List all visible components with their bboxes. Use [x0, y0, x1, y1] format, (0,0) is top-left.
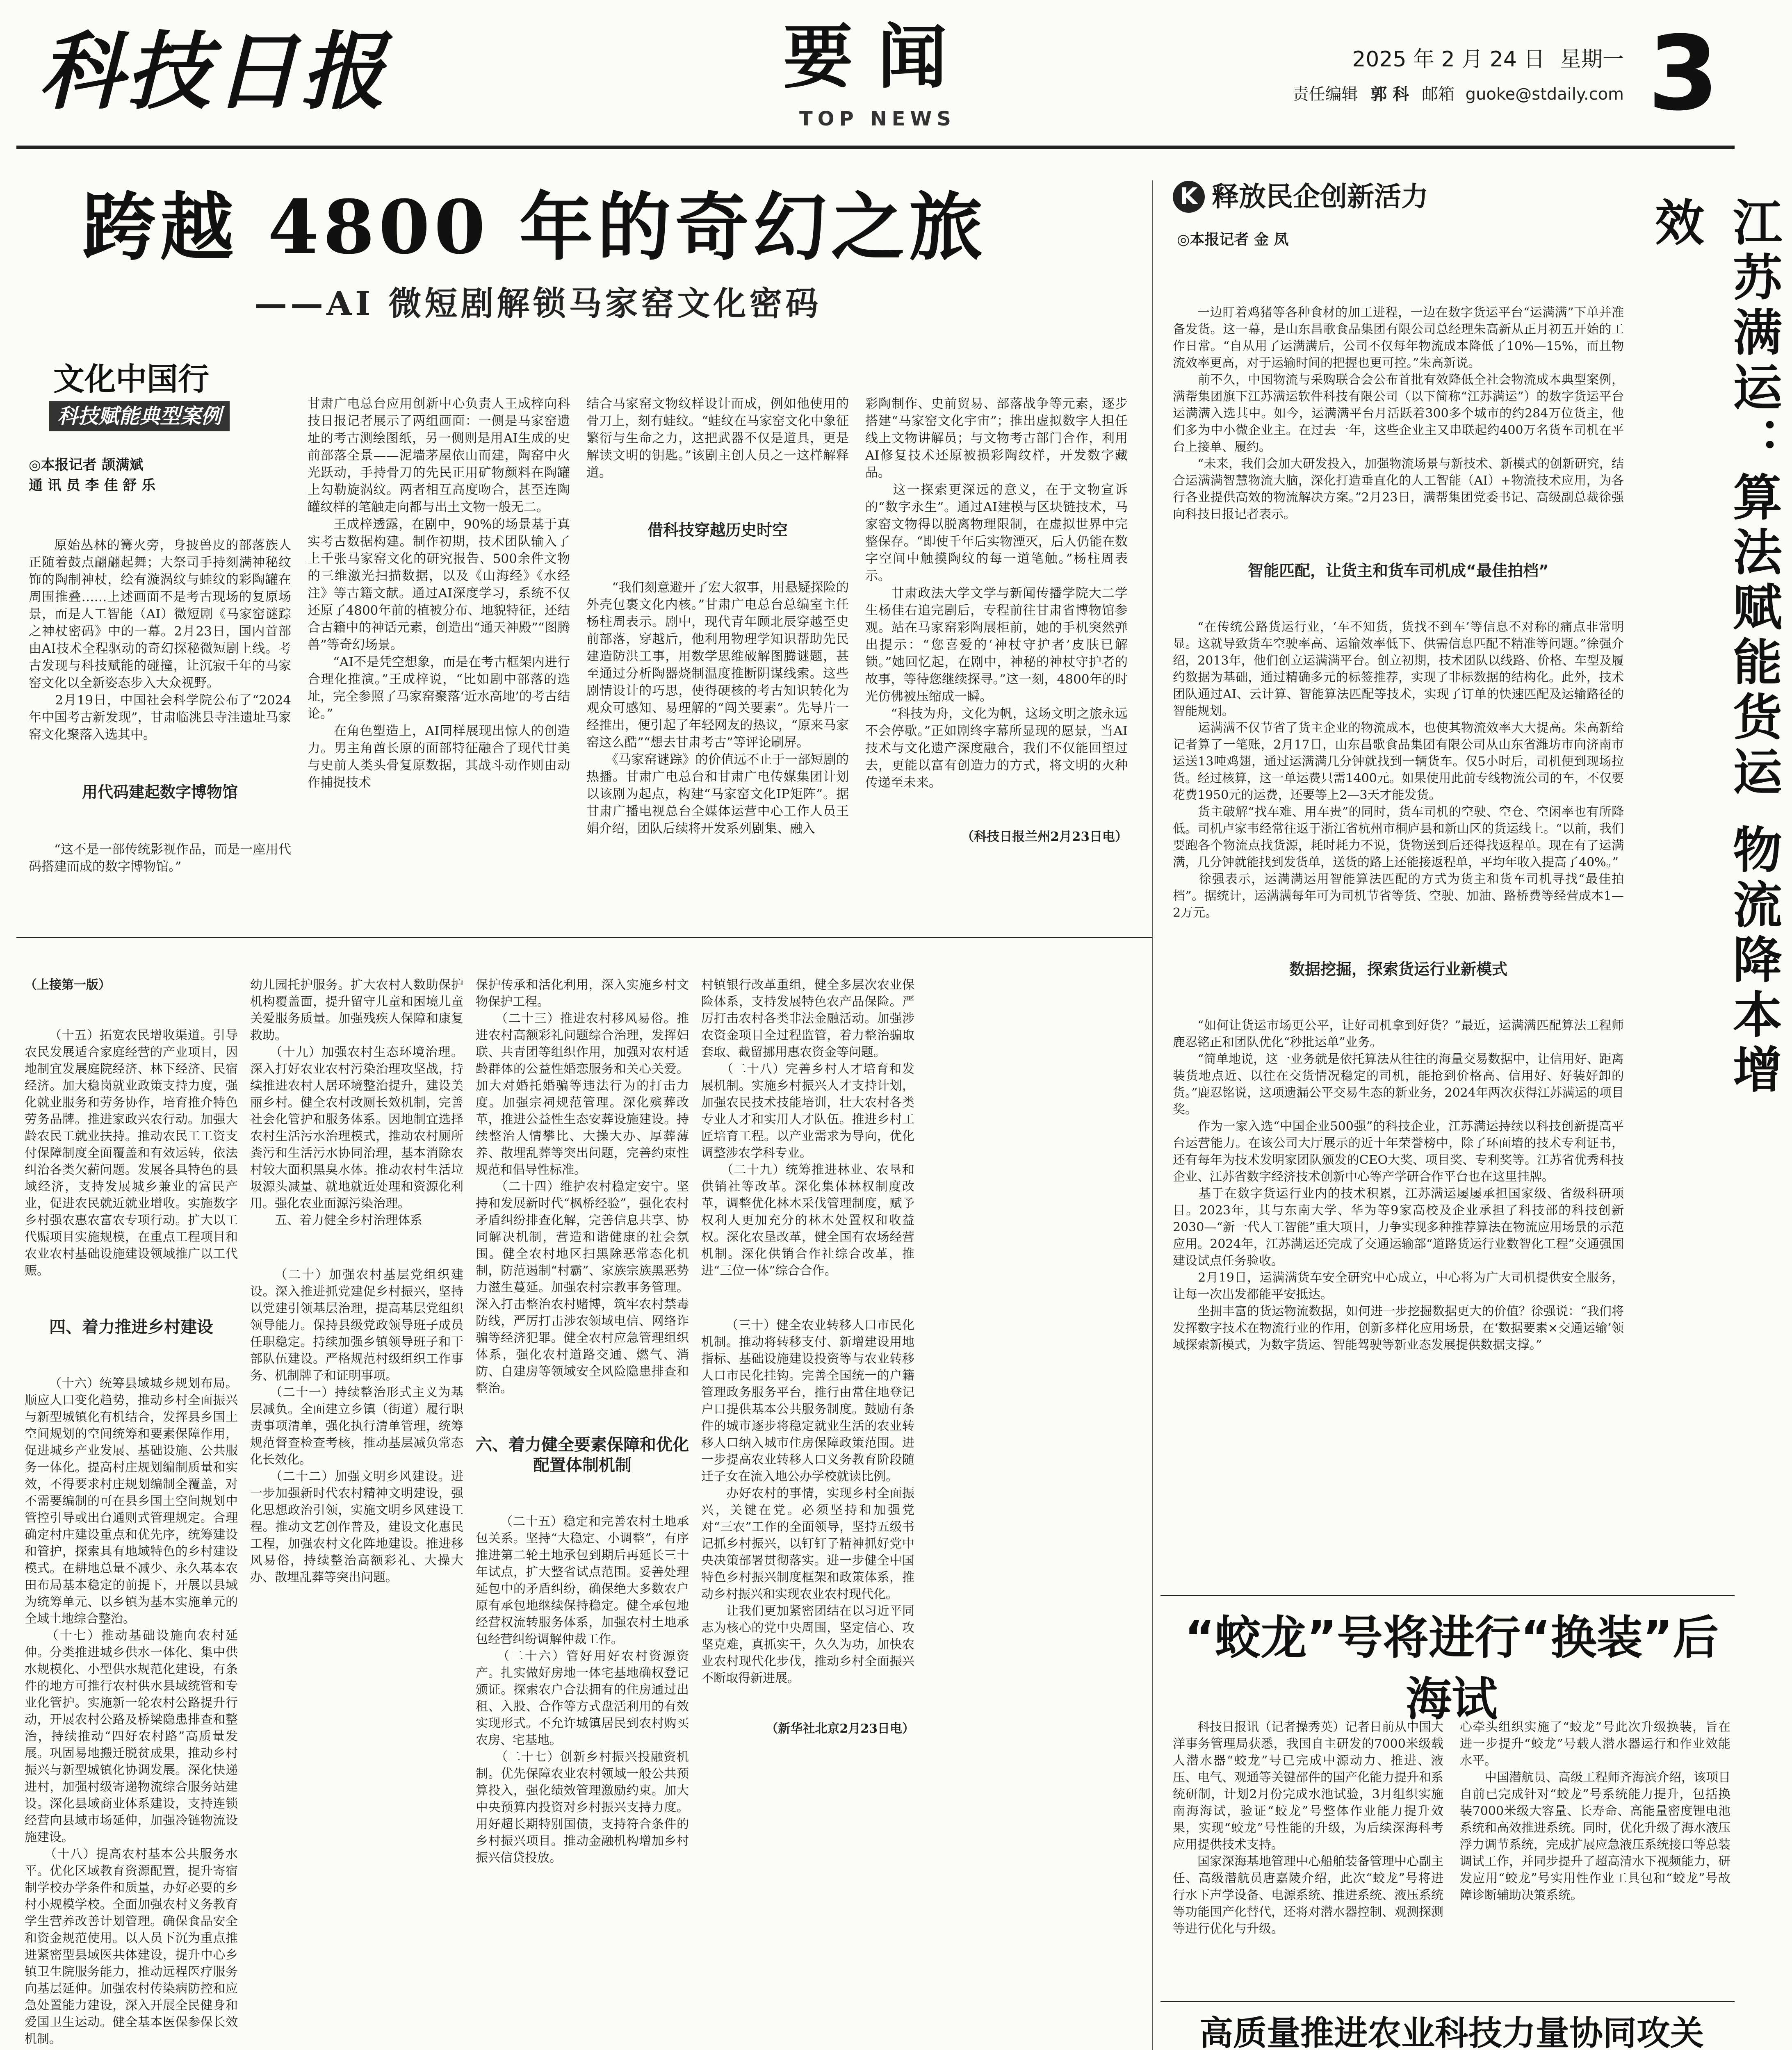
rural-col-d-body: 村镇银行改革重组，健全多层次农业保险体系，支持发展特色农产品保险。严厉打击农村各类非法金融活动。加强涉农资金项目全过程监管，着力整治骗取套取、截留挪用惠农资金等问题。 （二十八）完善乡村人才培育和发展机制。实施乡村振兴人才支持计划，加强农民技术技能培训，壮大农村各类专业人才和实用人才队伍。推进乡村工匠培育工程。以产业需求为导向，优化调整涉农学科专业。 （二十九）统筹推进林业、农垦和供销社等改革。深化集体林权制度改革，调整优化林木采伐管理制度，赋予权利人更加充分的林木处置权和收益权。深化农垦改革，健全国有农场经营机制。深化供销合作社综合改革，推进“三位一体”综合合作。: [701, 978, 914, 1278]
lead-credit: （科技日报兰州2月23日电）: [961, 829, 1128, 844]
rural-col-b-body: 幼儿园托护服务。扩大农村人数助保护机构覆盖面，提升留守儿童和困境儿童关爱服务质量。加强残疾人保障和康复救助。 （十九）加强农村生态环境治理。深入打好农业农村污染治理攻坚战，持续推进农村人居环境整治提升，建设美丽乡村。健全农村改厕长效机制，完善社会化管护和服务体系。因地制宜选择农村生活污水治理模式，推动农村厕所粪污和生活污水协同治理，基本消除农村较大面积黑臭水体。推动农村生活垃圾源头减量、就地就近处理和资源化利用。强化农业面源污染治理。 五、着力健全乡村治理体系: [250, 978, 463, 1228]
lead-col-1-body: 原始丛林的篝火旁，身披兽皮的部落族人正随着鼓点翩翩起舞；大祭司手持刻满神秘纹饰的陶制神杖，绘有漩涡纹与蛙纹的彩陶罐在周围推叠……上述画面不是考古现场的复原场景，而是人工智能（AI）微短剧《马家窑谜踪之神杖密码》中的一幕。2月23日，国内首部由AI技术全程驱动的奇幻探秘微短剧上线。考古发现与科技赋能的碰撞，让沉寂千年的马家窑文化以全新姿态步入大众视野。 2月19日，中国社会科学院公布了“2024年中国考古新发现”，甘肃临洮县寺洼遗址马家窑文化聚落入选其中。: [29, 538, 291, 742]
jiangsu-body-2: “在传统公路货运行业，‘车不知货，货找不到车’等信息不对称的痛点非常明显。这就导致货车空驶率高、运输效率低下、供需信息匹配不精准等问题。”徐强介绍，2013年，他们创立运满满平台。创立初期，技术团队以线路、价格、车型及履约数据为基础，通过精确多元的标签推荐，实现了非标数据的结构化。此外，技术团队通过AI、云计算、智能算法匹配等技术，实现了订单的快速匹配及运输路径的智能规划。 运满满不仅节省了货主企业的物流成本，也使其物流效率大大提高。朱高新给记者算了一笔账，2月17日，山东昌歌食品集团有限公司从山东省潍坊市向济南市运送13吨鸡翅，通过运满满几分钟就找到一辆货车。仅5小时后，司机便到现场拉货。经过核算，这一单运费只需1400元。如果使用此前专线物流公司的车，不仅要花费1950元的运费，还要等上2—3天才能发货。 货主破解“找车难、用车贵”的同时，货车司机的空驶、空仓、空闲率也有所降低。司机卢家韦经常往返于浙江省杭州市桐庐县和新山区的货运线上。“以前，我们要跑各个物流点找货源，耗时耗力不说，货物送到后还得找返程单。现在有了运满满，几分钟就能找到发货单，送货的路上还能接返程单，平均年收入提高了40%。” 徐强表示，运满满运用智能算法匹配的方式为货主和货车司机寻找“最佳拍档”。据统计，运满满每年可为司机节省等货、空驶、加油、路桥费等经营成本1—2万元。: [1173, 620, 1624, 920]
jiangsu-subhead-2: 数据挖掘，探索货运行业新模式: [1289, 960, 1507, 978]
lead-col-2-body: 甘肃广电总台应用创新中心负责人王成梓向科技日报记者展示了两组画面：一侧是马家窑遗址的考古测绘图纸，另一侧则是用AI生成的史前部落全景——泥墙茅屋依山而建，陶窑中火光跃动，手持骨刀的先民正用矿物颜料在陶罐上勾勒旋涡纹。两者相互高度吻合，甚至连陶罐纹样的笔触走向都与出土文物一般无二。 王成梓透露，在剧中，90%的场景基于真实考古数据构建。制作初期，技术团队输入了上千张马家窑文化的研究报告、500余件文物的三维激光扫描数据，以及《山海经》《水经注》等古籍文献。通过AI深度学习，系统不仅还原了4800年前的植被分布、地貌特征，还结合古籍中的神话元素，创造出“通天神殿”“图腾兽”等奇幻场景。 “AI不是凭空想象，而是在考古框架内进行合理化推演。”王成梓说，“比如剧中部落的选址，完全参照了马家窑聚落‘近水高地’的考古结论。” 在角色塑造上，AI同样展现出惊人的创造力。男主角酋长原的面部特征融合了现代甘美与史前人类头骨复原数据，其战斗动作则由动作捕捉技术: [308, 396, 570, 790]
column-badge: [25, 361, 279, 443]
lead-col-3-body: 结合马家窑文物纹样设计而成，例如他使用的骨刀上，刻有蛙纹。“蛙纹在马家窑文化中象征繁衍与生命之力，这把武器不仅是道具，更是解读文明的钥匙。”该剧主创人员之一这样解释道。: [586, 396, 849, 480]
lead-subtitle: ——AI 微短剧解锁马家窑文化密码: [254, 284, 822, 323]
divider-lead-bottom: [16, 937, 1152, 938]
lead-col-3: [586, 361, 849, 929]
divider-jiangsu-bottom: [1160, 1595, 1735, 1596]
lead-col-1-tail: “这不是一部传统影视作品，而是一座用代码搭建而成的数字博物馆。”: [29, 842, 291, 874]
column-badge-sub: 科技赋能典型案例: [49, 401, 230, 431]
lead-col-1: [29, 502, 291, 929]
rural-col-c-body: 保护传承和活化利用，深入实施乡村文物保护工程。 （二十三）推进农村移风易俗。推进农村高额彩礼问题综合治理，发挥妇联、共青团等组织作用，加强对农村适龄群体的公益性婚恋服务和关心关爱。加大对婚托婚骗等违法行为的打击力度。加强宗祠规范管理。深化殡葬改革，推进公益性生态安葬设施建设。持续整治人情攀比、大操大办、厚葬薄养、散埋乱葬等突出问题，完善约束性规范和倡导性标准。 （二十四）维护农村稳定安宁。坚持和发展新时代“枫桥经验”，强化农村矛盾纠纷排查化解，完善信息共享、协同解决机制，营造和谐健康的社会氛围。健全农村地区扫黑除恶常态化机制，防范遏制“村霸”、家族宗族黑恶势力滋生蔓延。加强农村宗教事务管理。深入打击整治农村赌博，筑牢农村禁毒防线，严厉打击涉农领域电信、网络诈骗等经济犯罪。健全农村应急管理组织体系，强化农村道路交通、燃气、消防、自建房等领域安全风险隐患排查和整治。: [476, 978, 689, 1396]
rural-col-c-body-2: （二十五）稳定和完善农村土地承包关系。坚持“大稳定、小调整”，有序推进第二轮土地承包到期后再延长三十年试点，扩大整省试点范围。妥善处理延包中的矛盾纠纷，确保绝大多数农户原有承包地继续保持稳定。健全承包地经营权流转服务体系，加强农村土地承包经营纠纷调解仲裁工作。 （二十六）管好用好农村资源资产。扎实做好房地一体宅基地确权登记颁证。探索农户合法拥有的住房通过出租、入股、合作等方式盘活利用的有效实现形式。不允许城镇居民到农村购买农房、宅基地。 （二十七）创新乡村振兴投融资机制。优先保障农业农村领域一般公共预算投入，强化绩效管理激励约束。加大中央预算内投资对乡村振兴支持力度。用好超长期特别国债，支持符合条件的乡村振兴项目。推动金融机构增加乡村振兴信贷投放。: [476, 1515, 689, 1865]
editor: 郭 科: [1370, 85, 1409, 104]
section-title: 要闻: [783, 17, 972, 98]
rural-col-a-body-2: （十六）统筹县域城乡规划布局。顺应人口变化趋势，推动乡村全面振兴与新型城镇化有机结合，发挥县乡国土空间规划的空间统筹和要素保障作用，促进城乡产业发展、基础设施、公共服务一体化。提高村庄规划编制质量和实效，不得要求村庄规划编制全覆盖，对不需要编制的可在县乡国土空间规划中管控引导或出台通则式管理规定。合理确定村庄建设重点和优先序，统筹建设和管护，探索具有地域特色的乡村建设模式。在耕地总量不减少、永久基本农田布局基本稳定的前提下，开展以县域为统筹单元、以乡镇为基本实施单元的全域土地综合整治。 （十七）推动基础设施向农村延伸。分类推进城乡供水一体化、集中供水规模化、小型供水规范化建设，有条件的地方可推行农村供水县域统管和专业化管护。实施新一轮农村公路提升行动，开展农村公路及桥梁隐患排查和整治，持续推动“四好农村路”高质量发展。巩固易地搬迁脱贫成果，推动乡村振兴与新型城镇化协调发展。深化快递进村，加强村级寄递物流综合服务站建设。深化县域商业体系建设，支持连锁经营向县域市场延伸，加强冷链物流设施建设。 （十八）提高农村基本公共服务水平。优化区域教育资源配置，提升寄宿制学校办学条件和质量，办好必要的乡村小规模学校。全面加强农村义务教育学生营养改善计划管理。确保食品安全和资金规范使用。以人员下沉为重点推进紧密型县域医共体建设，提升中心乡镇卫生院服务能力，推动远程医疗服务向基层延伸。加强农村传染病防控和应急处置能力建设，深入开展全民健身和爱国卫生运动。健全基本医保参保长效机制。: [25, 1376, 238, 2046]
email-label: 邮箱: [1421, 85, 1455, 104]
rural-credit: （新华社北京2月23日电）: [766, 1722, 914, 1736]
jiangsu-subhead-1: 智能匹配，让货主和货车司机成“最佳拍档”: [1248, 562, 1549, 580]
jiangsu-column: 释放民企创新活力: [1212, 181, 1429, 212]
lead-col-2: [308, 361, 570, 929]
paper-name: 科技日报: [39, 23, 388, 121]
date-line: [1288, 45, 1624, 74]
lead-col-3-subhead: 借科技穿越历史时空: [647, 521, 788, 539]
rural-continued: （上接第一版）: [25, 978, 111, 992]
editor-line: [1234, 82, 1624, 107]
date: 2025 年 2 月 24 日: [1352, 47, 1545, 72]
rural-col-c: [476, 943, 689, 2050]
lead-reporter-1: ◎本报记者 颉满斌: [29, 457, 144, 473]
jiangsu-headline-text: 江苏满运：算法赋能货运 物流降本增效: [1647, 197, 1782, 1099]
email: guoke@stdaily.com: [1465, 85, 1624, 104]
lead-col-1-subhead: 用代码建起数字博物馆: [82, 783, 238, 801]
lead-reporter-2: 通 讯 员 李 佳 舒 乐: [29, 477, 156, 494]
rural-col-a: [25, 943, 238, 2050]
rural-col-a-body: （十五）拓宽农民增收渠道。引导农民发展适合家庭经营的产业项目，因地制宜发展庭院经济、林下经济、民宿经济。加大稳岗就业政策支持力度，强化就业服务和劳务协作，培育推介特色劳务品牌。推进家政兴农行动。加强大龄农民工就业扶持。推动农民工工资支付保障制度全面覆盖和有效运转，依法纠治各类欠薪问题。发展各具特色的县域经济，支持发展城乡兼业的富民产业，促进农民就近就业增收。实施数字乡村强农惠农富农专项行动。扩大以工代赈项目实施规模，在重点工程项目和农业农村基础设施建设领域推广以工代赈。: [25, 1028, 238, 1278]
masthead-rule: [16, 146, 1735, 149]
rural-col-e: [927, 943, 1144, 2050]
jiaolong-col-2: [1460, 1685, 1730, 1980]
jiangsu-reporter: ◎本报记者 金 凤: [1177, 231, 1289, 248]
page-number: 3: [1648, 14, 1719, 133]
rural-col-b-body-2: （二十）加强农村基层党组织建设。深入推进抓党建促乡村振兴，坚持以党建引领基层治理，提高基层党组织领导能力。保持县级党政领导班子成员任职稳定。持续加强乡镇领导班子和干部队伍建设。严格规范村级组织工作事务、机制牌子和证明事项。 （二十一）持续整治形式主义为基层减负。全面建立乡镇（街道）履行职责事项清单，强化执行清单管理，统筹规范督查检查考核，推动基层减负常态化长效化。 （二十二）加强文明乡风建设。进一步加强新时代农村精神文明建设，强化思想政治引领，实施文明乡风建设工程。推动文艺创作普及，建设文化惠民工程，加强农村文化阵地建设。推进移风易俗，持续整治高额彩礼、大操大办、散埋乱葬等突出问题。: [250, 1268, 463, 1585]
column-badge-title: 文化中国行: [53, 361, 209, 397]
masthead: [0, 0, 1750, 156]
column-k-icon: K: [1173, 181, 1205, 213]
divider-jiaolong-bottom: [1160, 2001, 1735, 2002]
lead-title: 跨越 4800 年的奇幻之旅: [82, 184, 987, 271]
rural-col-b: [250, 943, 463, 2050]
jiangsu-body-3: “如何让货运市场更公平，让好司机拿到好货？”最近，运满满匹配算法工程师鹿忍铭正和团队优化“秒批运单”业务。 “简单地说，这一业务就是依托算法从往往的海量交易数据中，让信用好、距离装货地点近、以往在交货情况稳定的司机，能抢到价格高、信用好、好装好卸的货。”鹿忍铭说，这项遗漏公平交易生态的新业务，2024年两次获得江苏满运的项目奖。 作为一家入选“中国企业500强”的科技企业，江苏满运持续以科技创新提高平台运营能力。在该公司大厅展示的近十年荣誉榜中，除了环面墙的技术专利证书，还有每年为技术发明家团队颁发的CEO大奖、项目奖、专利奖等。江苏省优秀科技企业、江苏省数字经济技术创新中心等产学研合作平台也在这里挂牌。 基于在数字货运行业内的技术积累，江苏满运屡屡承担国家级、省级科研项目。2023年，其与东南大学、华为等9家高校及企业承担了科技部的科技创新2030—“新一代人工智能”重大项目，力争实现多种推荐算法在物流应用场景的示范应用。2024年，江苏满运还完成了交通运输部“道路货运行业数智化工程”交通强国建设试点任务验收。 2月19日，运满满货车安全研究中心成立，中心将为广大司机提供安全服务，让每一次出发都能平安抵达。 坐拥丰富的货运物流数据，如何进一步挖掘数据更大的价值？徐强说：“我们将发挥数字技术在物流行业的作用，创新多样化应用场景，在‘数据要素×交通运输’领域探索新模式，为数字货运、智能驾驶等新业态发展提供数据支撑。”: [1173, 1018, 1624, 1352]
jiangsu-body: [1173, 271, 1624, 1587]
jiaolong-col-1: [1173, 1685, 1443, 1980]
jiaolong-col-2-body: 心牵头组织实施了“蛟龙”号此次升级换装，旨在进一步提升“蛟龙”号载人潜水器运行和作业效能水平。 中国潜航员、高级工程师齐海滨介绍，该项目自前已完成针对“蛟龙”号系统能力提升，包括换装7000米级大容量、长寿命、高能量密度锂电池系统和高效推进系统。同时，优化升级了海水液压浮力调节系统，完成扩展应急液压系统接口等总装调试工作，并同步提升了超高清水下视频能力，研发应用“蛟龙”号实用性作业工具包和“蛟龙”号故障诊断辅助决策系统。: [1460, 1720, 1730, 1902]
jiaolong-col-1-body: 科技日报讯（记者操秀英）记者日前从中国大洋事务管理局获悉，我国自主研发的7000米级载人潜水器“蛟龙”号已完成中源动力、推进、液压、电气、观通等关键部件的国产化能力提升和系统研制，计划2月份完成水池试验，3月组织实施南海海试，验证“蛟龙”号整体作业能力提升效果，实现“蛟龙”号性能的升级，为后续深海科考应用提供技术支持。 国家深海基地管理中心船舶装备管理中心副主任、高级潜航员唐嘉陵介绍，此次“蛟龙”号将进行水下声学设备、电源系统、推进系统、液压系统等功能国产化替代，还将对潜水器控制、观测探测等进行优化与升级。: [1173, 1720, 1443, 1936]
editor-label: 责任编辑: [1292, 85, 1358, 104]
jiaolong-headline: “蛟龙”号将进行“换装”后海试: [1184, 1611, 1719, 1726]
section-en: TOP NEWS: [799, 107, 956, 130]
jiangsu-headline: [1636, 197, 1782, 1099]
lead-col-4-body: 彩陶制作、史前贸易、部落战争等元素，逐步搭建“马家窑文化宇宙”；推出虚拟数字人担任线上文物讲解员；与文物考古部门合作，利用AI修复技术还原被损彩陶纹样，开发数字藏品。 这一探索更深远的意义，在于文物宣诉的“数字永生”。通过AI建模与区块链技术，马家窑文物得以脱离物理限制，在虚拟世界中完整保存。“即使千年后实物湮灭，后人仍能在数字空间中触摸陶纹的每一道笔触。”杨柱周表示。 甘肃政法大学文学与新闻传播学院大二学生杨佳右追完剧后，专程前往甘肃省博物馆参观。站在马家窑彩陶展柜前，她的手机突然弹出提示：“您喜爱的‘神杖守护者’皮肤已解锁。”她回忆起，在剧中，神秘的神杖守护者的故事，等待您继续探寻。”这一刻，4800年的时光仿佛被压缩成一瞬。 “科技为舟，文化为帆，这场文明之旅永远不会停歇。”正如剧终字幕所显现的愿景，当AI技术与文化遗产深度融合，我们不仅能回望过去，更能以富有创造力的方式，将文明的火种传递至未来。: [865, 396, 1128, 790]
rural-section-6: 六、着力健全要素保障和优化配置体制机制: [476, 1435, 689, 1475]
rural-col-d: [701, 943, 914, 2050]
divider-lead-right: [1152, 180, 1153, 2050]
lead-col-4: [865, 361, 1128, 929]
rural-section-4: 四、着力推进乡村建设: [49, 1318, 213, 1337]
rural-col-d-body-2: （三十）健全农业转移人口市民化机制。推动将转移支付、新增建设用地指标、基础设施建设投资等与农业转移人口市民化挂钩。完善全国统一的户籍管理政务服务平台，推行由常住地登记户口提供基本公共服务制度。鼓励有条件的城市逐步将稳定就业生活的农业转移人口纳入城市住房保障政策范围。进一步提高农业转移人口义务教育阶段随迁子女在流入地公办学校就读比例。 办好农村的事情，实现乡村全面振兴，关键在党。必须坚持和加强党对“三农”工作的全面领导，坚持五级书记抓乡村振兴，以钉钉子精神抓好党中央决策部署贯彻落实。进一步健全中国特色乡村振兴制度框架和政策体系，推动乡村振兴和实现农业农村现代化。 让我们更加紧密团结在以习近平同志为核心的党中央周围，坚定信心、攻坚克难，真抓实干，久久为功，加快农业农村现代化步伐，推动乡村全面振兴不断取得新进展。: [701, 1318, 914, 1686]
weekday: 星期一: [1559, 47, 1624, 72]
lead-col-3-body-2: “我们刻意避开了宏大叙事，用悬疑探险的外壳包裹文化内核。”甘肃广电总台总编室主任杨柱周表示。剧中，现代青年顾北辰穿越至史前部落，穿越后，他利用物理学知识帮助先民建造防洪工事，用数学思维破解图腾谜题，甚至通过分析陶器烧制温度推断阴谋线索。这些剧情设计的巧思，使得硬核的考古知识转化为观众可感知、易理解的“闯关要素”。先导片一经推出，便引起了年轻网友的热议，“原来马家窑这么酷”“想去甘肃考古”等评论刷屏。 《马家窑谜踪》的价值远不止于一部短剧的热播。甘肃广电总台和甘肃广电传媒集团计划以该剧为起点，构建“马家窑文化IP矩阵”。据甘肃广播电视总台全媒体运营中心工作人员王娟介绍，团队后续将开发系列剧集、融入: [586, 580, 849, 836]
jiangsu-column-label: [1173, 180, 1665, 217]
jiangsu-body-1: 一边盯着鸡猪等各种食材的加工进程，一边在数字货运平台“运满满”下单并准备发货。这一幕，是山东昌歌食品集团有限公司总经理朱高新从正月初五开始的工作日常。“自从用了运满满后，公司不仅每年物流成本降低了10%—15%，而且物流效率更高，对于运输时间的把握也更可控。”朱高新说。 前不久，中国物流与采购联合会公布首批有效降低全社会物流成本典型案例，满帮集团旗下江苏满运软件科技有限公司（以下简称“江苏满运”）的数字货运平台运满满入选其中。如今，运满满平台月活跃着300多个城市的约284万位货主，他们多为中小微企业主。在过去一年，这些企业主又串联起约400万名货车司机在平台上接单、履约。 “未来，我们会加大研发投入，加强物流场景与新技术、新模式的创新研究，结合运满满智慧物流大脑，深化打造垂直化的人工智能（AI）+物流技术应用，为各行各业提供高效的物流解决方案。”2月23日，满帮集团党委书记、高级副总裁徐强向科技日报记者表示。: [1173, 305, 1624, 522]
agri-headline: 高质量推进农业科技力量协同攻关: [1199, 2014, 1704, 2050]
